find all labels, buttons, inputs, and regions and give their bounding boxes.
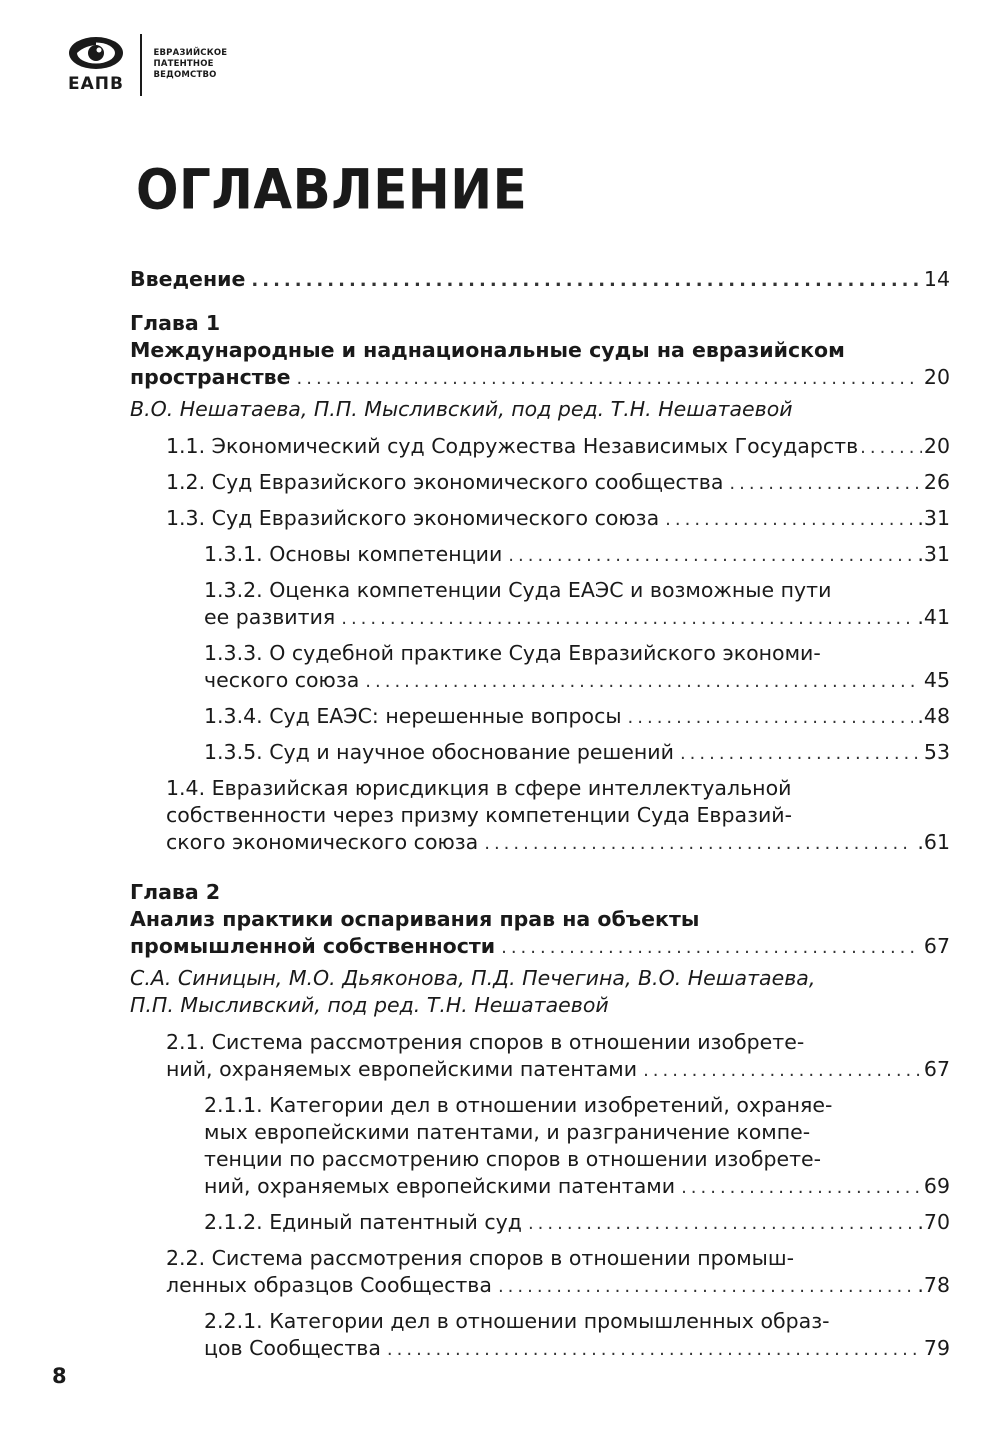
dot-leader <box>528 1210 913 1237</box>
toc-entry-title: ленных образцов Сообщества <box>166 1273 492 1297</box>
dot-leader <box>484 830 913 857</box>
toc-page-number: .78 <box>917 1273 950 1297</box>
toc-entry-1-3-3[interactable] <box>204 667 950 695</box>
toc-entry-1-3-5[interactable] <box>204 739 950 767</box>
dot-leader <box>860 434 922 461</box>
toc-entry-title: ний, охраняемых европейскими патентами <box>204 1174 676 1198</box>
toc-entry-2-2-1[interactable] <box>204 1335 950 1363</box>
page-number: 8 <box>52 1364 67 1388</box>
toc-entry-1-3-1[interactable] <box>204 541 950 569</box>
toc-page-number: .48 <box>917 704 950 728</box>
toc-entry-2-1-1-line[interactable]: тенции по рассмотрению споров в отношении изобрете- <box>204 1147 822 1171</box>
dot-leader <box>498 1273 913 1300</box>
toc-entry-title: ского экономического союза <box>166 830 479 854</box>
toc-entry-2-1-1-line[interactable]: мых европейскими патентами, и разграничение компе- <box>204 1120 811 1144</box>
toc-entry-chapter-1[interactable] <box>130 364 950 392</box>
toc-entry-1-3-4[interactable] <box>204 703 950 731</box>
toc-entry-title: 1.2. Суд Евразийского экономического сообщества <box>166 470 724 494</box>
toc-entry-1-3[interactable] <box>166 505 950 533</box>
toc-page-number: .31 <box>917 542 950 566</box>
toc-page-number: .70 <box>917 1210 950 1234</box>
toc-page-number: .61 <box>917 830 950 854</box>
dot-leader <box>628 704 914 731</box>
dot-leader <box>729 470 920 497</box>
toc-entry-1-4-line[interactable]: собственности через призму компетенции Суда Евразий- <box>166 803 793 827</box>
toc-entry-title: 1.3.1. Основы компетенции <box>204 542 503 566</box>
dot-leader <box>501 934 920 961</box>
toc-entry-2-2-1-line[interactable]: 2.2.1. Категории дел в отношении промышленных образ- <box>204 1309 830 1333</box>
chapter-2-label: Глава 2 <box>130 880 221 904</box>
toc-page-number: 79 <box>923 1336 950 1360</box>
toc-page-number: .31 <box>917 506 950 530</box>
toc-entry-title: пространстве <box>130 365 291 389</box>
toc-entry-2-2[interactable] <box>166 1272 950 1300</box>
eye-logo-icon <box>66 34 126 72</box>
toc-entry-2-1-1-line[interactable]: 2.1.1. Категории дел в отношении изобретений, охраняе- <box>204 1093 833 1117</box>
dot-leader <box>681 1174 920 1201</box>
toc-page-number: 69 <box>923 1174 950 1198</box>
chapter-2-title[interactable]: Анализ практики оспаривания прав на объекты <box>130 907 700 931</box>
toc-entry-title: Введение <box>130 267 246 291</box>
dot-leader <box>387 1336 920 1363</box>
toc-entry-title: 1.1. Экономический суд Содружества Независимых Государств <box>166 434 859 458</box>
toc-entry-introduction[interactable] <box>130 266 950 294</box>
toc-page-number: 26 <box>923 470 950 494</box>
chapter-2-authors: П.П. Мысливский, под ред. Т.Н. Нешатаевой <box>130 993 609 1017</box>
toc-entry-title: промышленной собственности <box>130 934 496 958</box>
dot-leader <box>643 1057 920 1084</box>
chapter-1-label: Глава 1 <box>130 311 221 335</box>
toc-entry-chapter-2[interactable] <box>130 933 950 961</box>
toc-entry-1-3-2-line[interactable]: 1.3.2. Оценка компетенции Суда ЕАЭС и возможные пути <box>204 578 832 602</box>
toc-page-number: 67 <box>923 934 950 958</box>
chapter-1-title[interactable]: Международные и наднациональные суды на евразийском <box>130 338 845 362</box>
toc-page-number: 53 <box>923 740 950 764</box>
dot-leader <box>341 605 913 632</box>
dot-leader <box>680 740 920 767</box>
chapter-1-authors: В.О. Нешатаева, П.П. Мысливский, под ред. Т.Н. Нешатаевой <box>130 397 793 421</box>
logo-text: ЕАПВ <box>68 74 124 94</box>
toc-entry-2-1-2[interactable] <box>204 1209 950 1237</box>
toc-entry-1-4[interactable] <box>166 829 950 857</box>
toc-entry-2-1[interactable] <box>166 1056 950 1084</box>
dot-leader <box>365 668 920 695</box>
toc-entry-1-4-line[interactable]: 1.4. Евразийская юрисдикция в сфере интеллектуальной <box>166 776 792 800</box>
toc-entry-title: ческого союза <box>204 668 360 692</box>
toc-entry-title: 1.3.5. Суд и научное обоснование решений <box>204 740 674 764</box>
toc-entry-title: ний, охраняемых европейскими патентами <box>166 1057 638 1081</box>
org-name-line: ЕВРАЗИЙСКОЕ <box>153 48 228 58</box>
toc-entry-title: 2.1.2. Единый патентный суд <box>204 1210 522 1234</box>
toc-page-number: 67 <box>923 1057 950 1081</box>
toc-page-number: 14 <box>923 267 950 291</box>
org-name-line: ПАТЕНТНОЕ <box>153 59 214 69</box>
toc-page-number: 20 <box>923 365 950 389</box>
table-of-contents <box>130 266 950 1363</box>
eapo-logo <box>64 34 128 94</box>
toc-page-number: 20 <box>923 434 950 458</box>
header-divider <box>140 34 142 96</box>
publisher-header <box>64 34 227 98</box>
toc-entry-2-1-line[interactable]: 2.1. Система рассмотрения споров в отношении изобрете- <box>166 1030 805 1054</box>
org-name-line: ВЕДОМСТВО <box>153 70 217 80</box>
dot-leader <box>251 267 920 294</box>
chapter-2-authors: С.А. Синицын, М.О. Дьяконова, П.Д. Печегина, В.О. Нешатаева, <box>130 966 816 990</box>
toc-entry-1-1[interactable] <box>166 433 950 461</box>
toc-entry-1-3-3-line[interactable]: 1.3.3. О судебной практике Суда Евразийского экономи- <box>204 641 821 665</box>
toc-entry-1-2[interactable] <box>166 469 950 497</box>
toc-entry-title: ее развития <box>204 605 336 629</box>
toc-entry-2-2-line[interactable]: 2.2. Система рассмотрения споров в отношении промыш- <box>166 1246 795 1270</box>
dot-leader <box>297 365 920 392</box>
toc-page-number: .41 <box>917 605 950 629</box>
organization-name <box>154 34 228 81</box>
toc-entry-1-3-2[interactable] <box>204 604 950 632</box>
dot-leader <box>665 506 913 533</box>
toc-entry-title: 1.3.4. Суд ЕАЭС: нерешенные вопросы <box>204 704 622 728</box>
dot-leader <box>508 542 913 569</box>
page-title: ОГЛАВЛЕНИЕ <box>136 158 528 222</box>
toc-entry-2-1-1[interactable] <box>204 1173 950 1201</box>
toc-entry-title: цов Сообщества <box>204 1336 381 1360</box>
toc-page-number: 45 <box>923 668 950 692</box>
toc-entry-title: 1.3. Суд Евразийского экономического союза <box>166 506 660 530</box>
